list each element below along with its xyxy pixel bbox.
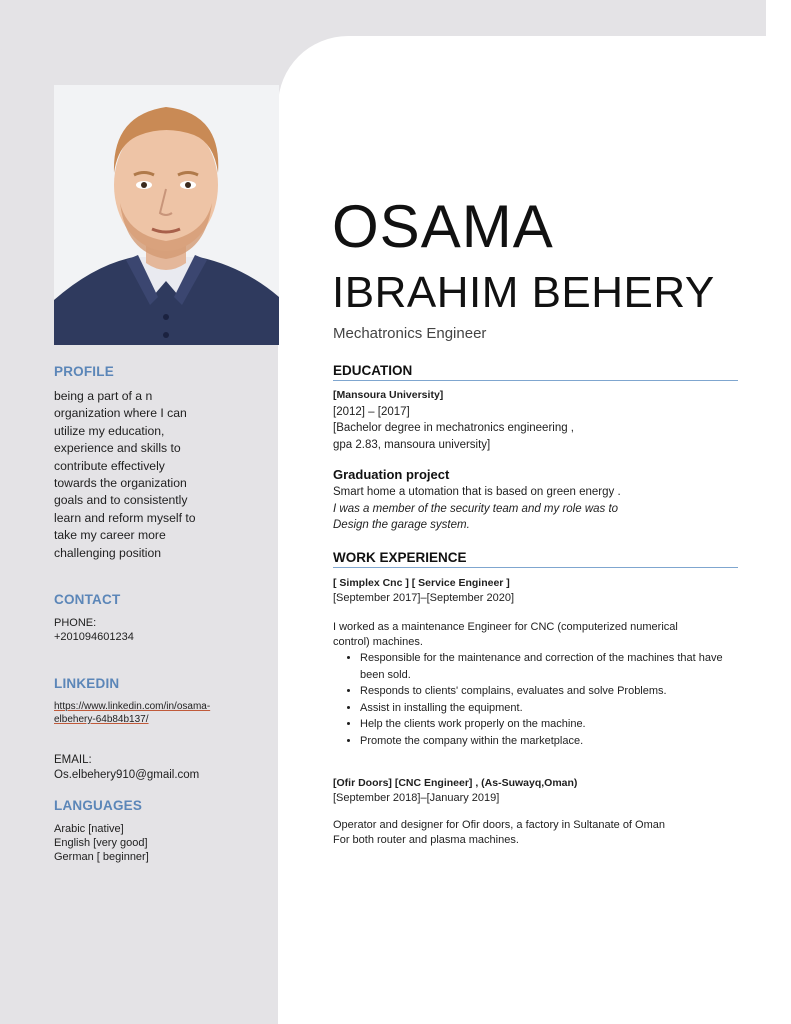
linkedin-url-link[interactable] — [54, 700, 254, 726]
profile-line: learn and reform myself to — [54, 510, 196, 525]
job1-bullet: • Promote the company within the marketplace. — [360, 733, 730, 750]
job1-description — [333, 620, 743, 650]
school-name: [Mansoura University] — [333, 389, 444, 401]
school-years: [2012] – [2017] — [333, 405, 410, 418]
project-line: Design the garage system. — [333, 519, 470, 531]
language-item: English [very good] — [54, 837, 148, 849]
phone-number[interactable]: +201094601234 — [54, 631, 134, 643]
contact-heading: CONTACT — [54, 592, 121, 607]
email-label: EMAIL: — [54, 754, 92, 766]
degree-line: [Bachelor degree in mechatronics engineering , — [333, 422, 575, 434]
profile-line: towards the organization — [54, 476, 187, 491]
phone-label: PHONE: — [54, 617, 97, 629]
profile-line: utilize my education, — [54, 423, 165, 438]
profile-line: organization where I can — [54, 406, 187, 421]
profile-line: take my career more — [54, 528, 166, 543]
job1-header — [333, 576, 514, 606]
project-line: I was a member of the security team and my role was to — [333, 502, 619, 515]
job1-desc-line: control) machines. — [333, 636, 423, 648]
email-info — [54, 753, 199, 783]
graduation-project-heading: Graduation project — [333, 467, 450, 482]
contact-info — [54, 616, 134, 644]
degree-line: gpa 2.83, mansoura university] — [333, 438, 491, 451]
job2-title: [Ofir Doors] [CNC Engineer] , (As-Suwayq,Oman) — [333, 777, 578, 789]
header-curve-cutout — [278, 36, 778, 156]
education-block — [333, 387, 574, 453]
project-line: Smart home a utomation that is based on green energy . — [333, 486, 621, 498]
linkedin-url-line: elbehery-64b84b137/ — [54, 714, 149, 725]
language-item: Arabic [native] — [54, 823, 124, 835]
job1-bullet: • Responsible for the maintenance and correction of the machines that have been sold. — [360, 650, 730, 683]
job2-description — [333, 818, 743, 848]
linkedin-url-line: https://www.linkedin.com/in/osama- — [54, 701, 211, 712]
job1-bullet: • Help the clients work properly on the machine. — [360, 716, 730, 733]
job2-dates: [September 2018]–[January 2019] — [333, 792, 500, 804]
work-experience-heading: WORK EXPERIENCE — [333, 550, 738, 568]
job-title: Mechatronics Engineer — [333, 325, 487, 342]
profile-line: experience and skills to — [54, 441, 181, 456]
profile-line: challenging position — [54, 545, 162, 560]
job2-desc-line: Operator and designer for Ofir doors, a factory in Sultanate of Oman — [333, 819, 666, 831]
job2-header — [333, 776, 577, 806]
profile-line: being a part of a n — [54, 389, 153, 403]
linkedin-heading: LINKEDIN — [54, 676, 120, 691]
graduation-project-text — [333, 484, 621, 534]
profile-text — [54, 388, 196, 562]
profile-line: goals and to consistently — [54, 493, 188, 508]
job2-desc-line: For both router and plasma machines. — [333, 834, 519, 846]
portrait-image — [54, 85, 279, 345]
languages-list — [54, 822, 149, 864]
first-name: OSAMA — [332, 193, 554, 260]
profile-heading: PROFILE — [54, 364, 114, 379]
profile-photo — [54, 85, 279, 345]
job1-desc-line: I worked as a maintenance Engineer for CNC (computerized numerical — [333, 621, 678, 633]
language-item: German [ beginner] — [54, 851, 149, 863]
last-name: IBRAHIM BEHERY — [332, 268, 715, 317]
languages-heading: LANGUAGES — [54, 798, 143, 813]
job1-title: [ Simplex Cnc ] [ Service Engineer ] — [333, 577, 510, 589]
job1-bullets — [335, 650, 730, 749]
job1-bullet: • Assist in installing the equipment. — [360, 700, 730, 717]
email-address[interactable]: Os.elbehery910@gmail.com — [54, 769, 200, 781]
education-heading: EDUCATION — [333, 363, 738, 381]
job1-dates: [September 2017]–[September 2020] — [333, 592, 515, 604]
job1-bullet: • Responds to clients' complains, evaluates and solve Problems. — [360, 683, 730, 700]
profile-line: contribute effectively — [54, 458, 165, 473]
